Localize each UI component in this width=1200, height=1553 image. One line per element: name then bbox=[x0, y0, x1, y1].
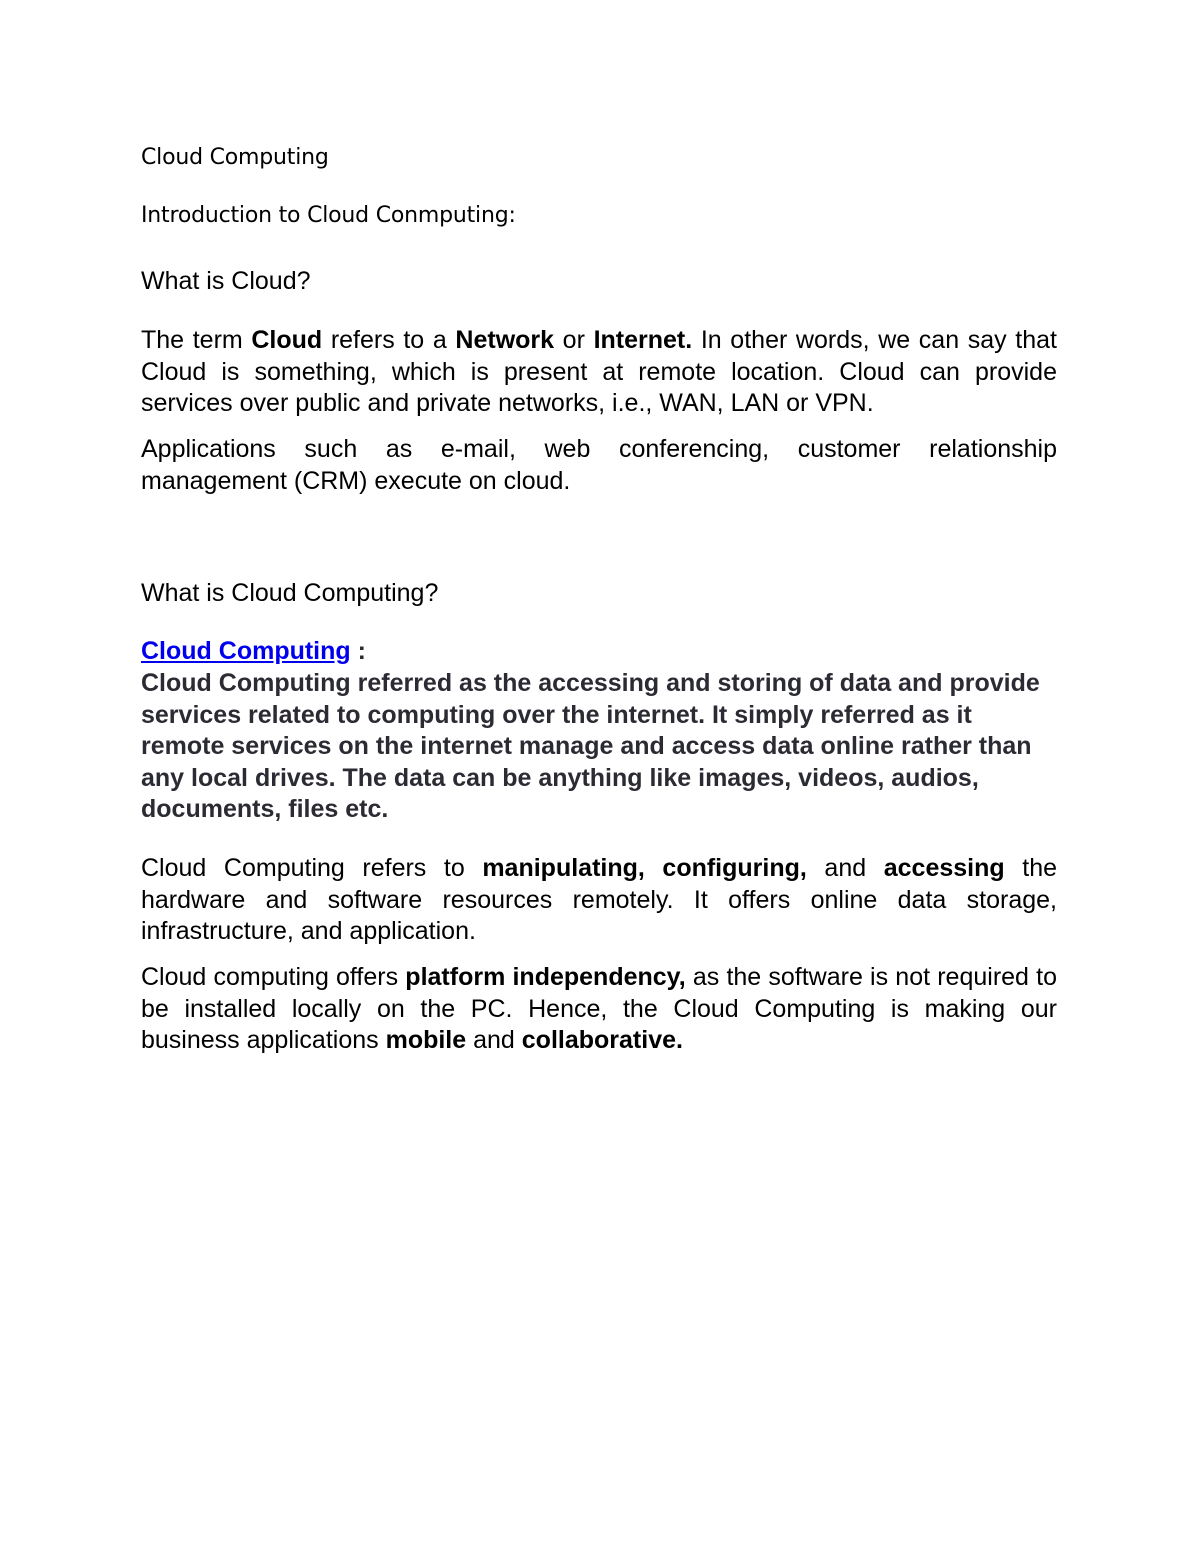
definition-heading bbox=[141, 636, 1057, 668]
bold-cloud: Cloud bbox=[251, 326, 323, 354]
text: the hardware and software resources remotely. It offers online data storage, infrastructure, and application. bbox=[141, 854, 1057, 945]
paragraph-platform-independency bbox=[141, 962, 1057, 1057]
question-what-is-cloud-computing: What is Cloud Computing? bbox=[141, 579, 439, 607]
bold-accessing: accessing bbox=[883, 854, 1005, 882]
text: refers to a bbox=[322, 326, 456, 354]
bold-internet: Internet. bbox=[593, 326, 693, 354]
question-what-is-cloud: What is Cloud? bbox=[141, 267, 311, 295]
paragraph-cloud-computing-refers bbox=[141, 853, 1057, 948]
bold-network: Network bbox=[455, 326, 555, 354]
paragraph-cloud-definition bbox=[141, 325, 1057, 420]
text: The term bbox=[141, 326, 252, 354]
definition-text: Cloud Computing referred as the accessing and storing of data and provide services related to computing over the internet. It simply referred as it remote services on the internet manage and access data online rather than any local drives. The data can be anything like images, videos, audios, documents, files etc. bbox=[141, 669, 1040, 823]
text: In other words, we can say that Cloud is something, which is present at remote location. Cloud can provide services over public and private networks, i.e., WAN, LAN or VPN. bbox=[141, 326, 1057, 417]
text: Cloud Computing refers to bbox=[141, 854, 483, 882]
bold-manipulating-configuring: manipulating, configuring, bbox=[482, 854, 807, 882]
cloud-computing-link[interactable]: Cloud Computing bbox=[141, 637, 351, 665]
bold-platform-independency: platform independency, bbox=[405, 963, 686, 991]
doc-title: Cloud Computing bbox=[141, 145, 329, 170]
bold-mobile: mobile bbox=[385, 1026, 467, 1054]
text: or bbox=[554, 326, 594, 354]
text: and bbox=[466, 1026, 522, 1054]
intro-heading: Introduction to Cloud Conmputing: bbox=[141, 203, 516, 228]
text: Cloud computing offers bbox=[141, 963, 406, 991]
definition-colon: : bbox=[350, 637, 366, 665]
text: and bbox=[806, 854, 884, 882]
bold-collaborative: collaborative. bbox=[521, 1026, 683, 1054]
paragraph-applications: Applications such as e-mail, web conferencing, customer relationship management (CRM) execute on cloud. bbox=[141, 435, 1057, 495]
text: as the software is not required to be installed locally on the PC. Hence, the Cloud Computing is making our business applications bbox=[141, 963, 1057, 1054]
